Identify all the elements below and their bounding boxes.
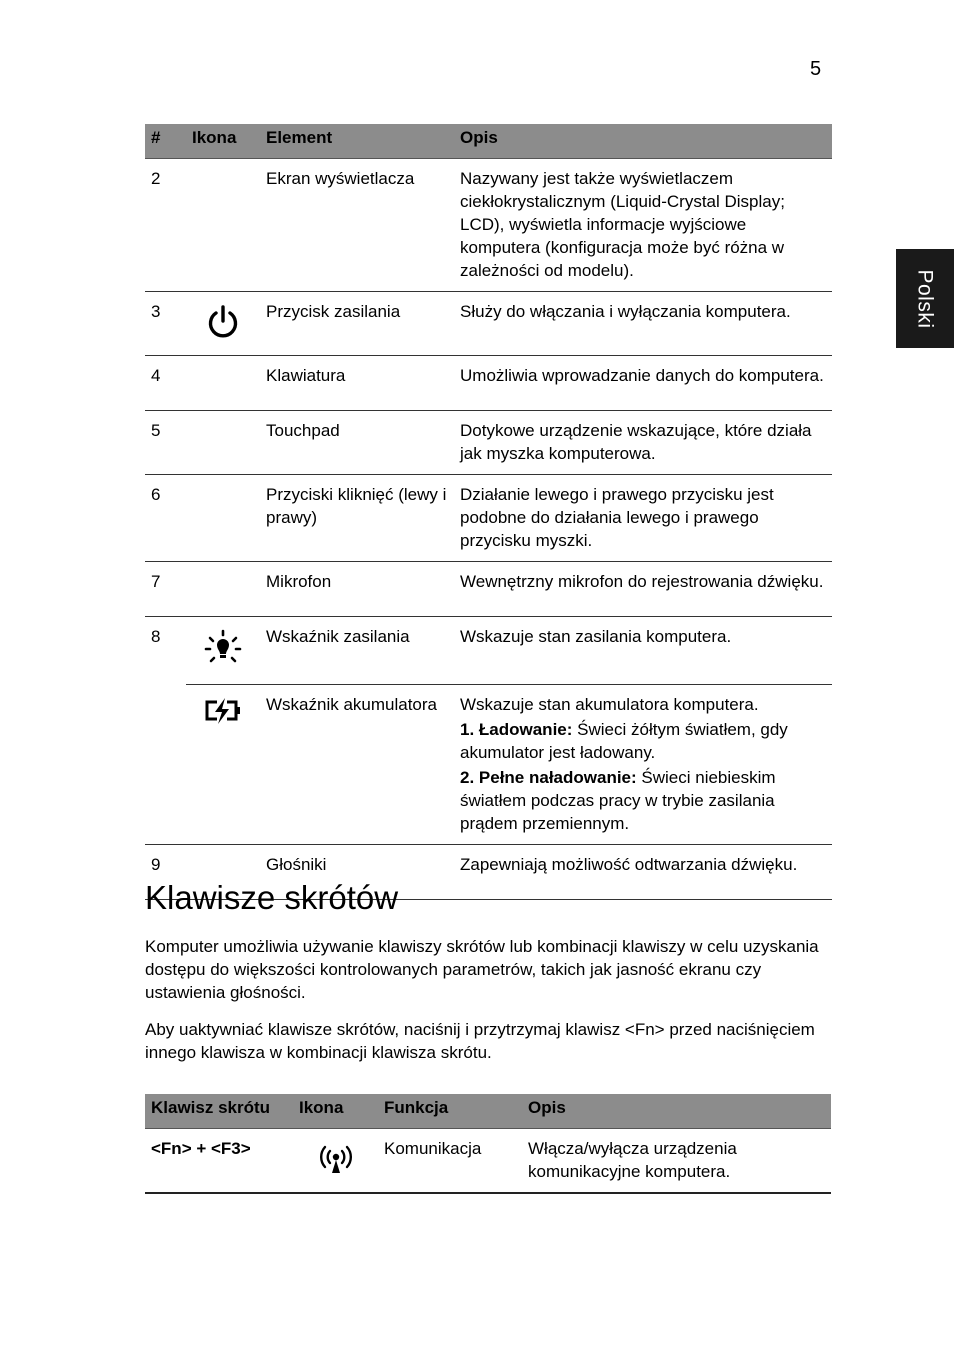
table-row (145, 1129, 831, 1194)
row-num: 7 (145, 562, 186, 617)
row-icon-cell (186, 475, 260, 562)
charging-text: Świeci żółtym światłem, gdy akumulator jest ładowany. (460, 720, 788, 762)
components-table (145, 124, 832, 900)
battery-state-full (460, 766, 826, 835)
row-desc: Nazywany jest także wyświetlaczem ciekłokrystalicznym (Liquid-Crystal Display; LCD), wyświetla informacje wyjściowe komputera (konfiguracja może być różna w zależności od modelu). (454, 159, 832, 292)
row-element: Wskaźnik zasilania (260, 617, 454, 685)
row-element: Wskaźnik akumulatora (260, 685, 454, 845)
language-tab-label: Polski (913, 268, 937, 329)
intro-paragraph: Komputer umożliwia używanie klawiszy skrótów lub kombinacji klawiszy w celu uzyskania dostępu do większości kontrolowanych parametrów, takich jak jasność ekranu czy ustawienia głośności. (145, 937, 819, 1002)
table-row (145, 292, 832, 356)
row-element: Głośniki (260, 845, 454, 900)
table-row (145, 475, 832, 562)
row-num: 9 (145, 845, 186, 900)
full-text: Świeci niebieskim światłem podczas pracy w trybie zasilania prądem przemiennym. (460, 768, 776, 833)
table-row (145, 411, 832, 475)
battery-state-charging (460, 718, 826, 764)
hotkey-function: Komunikacja (378, 1129, 522, 1194)
section-title: Klawisze skrótów (145, 879, 399, 916)
battery-desc-intro: Wskazuje stan akumulatora komputera. (460, 695, 759, 714)
row-desc: Służy do włączania i wyłączania komputera. (454, 292, 832, 356)
charging-label: 1. Ładowanie: (460, 720, 573, 739)
row-num: 3 (145, 292, 186, 356)
row-icon-cell (186, 562, 260, 617)
row-num: 6 (145, 475, 186, 562)
hotkey-desc: Włącza/wyłącza urządzenia komunikacyjne komputera. (522, 1129, 831, 1194)
row-num: 4 (145, 356, 186, 411)
page-number: 5 (810, 58, 822, 80)
row-icon-cell (186, 617, 260, 685)
row-element: Przyciski kliknięć (lewy i prawy) (260, 475, 454, 562)
row-desc: Umożliwia wprowadzanie danych do komputera. (454, 356, 832, 411)
table-row (145, 617, 832, 685)
table-header-row (145, 1094, 831, 1129)
battery-indicator-icon (203, 697, 243, 725)
row-desc: Wskazuje stan zasilania komputera. (454, 617, 832, 685)
full-label: 2. Pełne naładowanie: (460, 768, 637, 787)
row-element: Klawiatura (260, 356, 454, 411)
instruction-paragraph: Aby uaktywniać klawisze skrótów, naciśnij i przytrzymaj klawisz <Fn> przed naciśnięciem innego klawisza w kombinacji klawisza skrótu. (145, 1020, 815, 1062)
table-row (145, 685, 832, 845)
header-desc: Opis (522, 1094, 831, 1129)
table-header-row (145, 124, 832, 159)
row-icon-cell (186, 685, 260, 845)
row-icon-cell (186, 159, 260, 292)
row-element: Przycisk zasilania (260, 292, 454, 356)
row-desc: Wewnętrzny mikrofon do rejestrowania dźwięku. (454, 562, 832, 617)
row-num: 5 (145, 411, 186, 475)
row-desc (454, 685, 832, 845)
wireless-communication-icon (316, 1145, 356, 1175)
table-row (145, 356, 832, 411)
header-icon: Ikona (293, 1094, 378, 1129)
row-desc: Działanie lewego i prawego przycisku jest podobne do działania lewego i prawego przycisku myszki. (454, 475, 832, 562)
row-element: Ekran wyświetlacza (260, 159, 454, 292)
row-num (145, 685, 186, 845)
row-num: 2 (145, 159, 186, 292)
header-num: # (145, 124, 186, 159)
header-icon: Ikona (186, 124, 260, 159)
header-key: Klawisz skrótu (145, 1094, 293, 1129)
row-desc: Zapewniają możliwość odtwarzania dźwięku. (454, 845, 832, 900)
table-row (145, 159, 832, 292)
row-element: Touchpad (260, 411, 454, 475)
row-element: Mikrofon (260, 562, 454, 617)
hotkey-combo: <Fn> + <F3> (145, 1129, 293, 1194)
row-icon-cell (186, 292, 260, 356)
hotkey-table (145, 1094, 831, 1194)
row-icon-cell (186, 356, 260, 411)
row-icon-cell (186, 411, 260, 475)
hotkey-icon-cell (293, 1129, 378, 1194)
power-indicator-icon (203, 629, 243, 669)
language-tab (896, 249, 954, 348)
table-row (145, 562, 832, 617)
header-function: Funkcja (378, 1094, 522, 1129)
row-desc: Dotykowe urządzenie wskazujące, które działa jak myszka komputerowa. (454, 411, 832, 475)
power-icon (205, 304, 241, 340)
header-desc: Opis (454, 124, 832, 159)
header-element: Element (260, 124, 454, 159)
row-num: 8 (145, 617, 186, 685)
